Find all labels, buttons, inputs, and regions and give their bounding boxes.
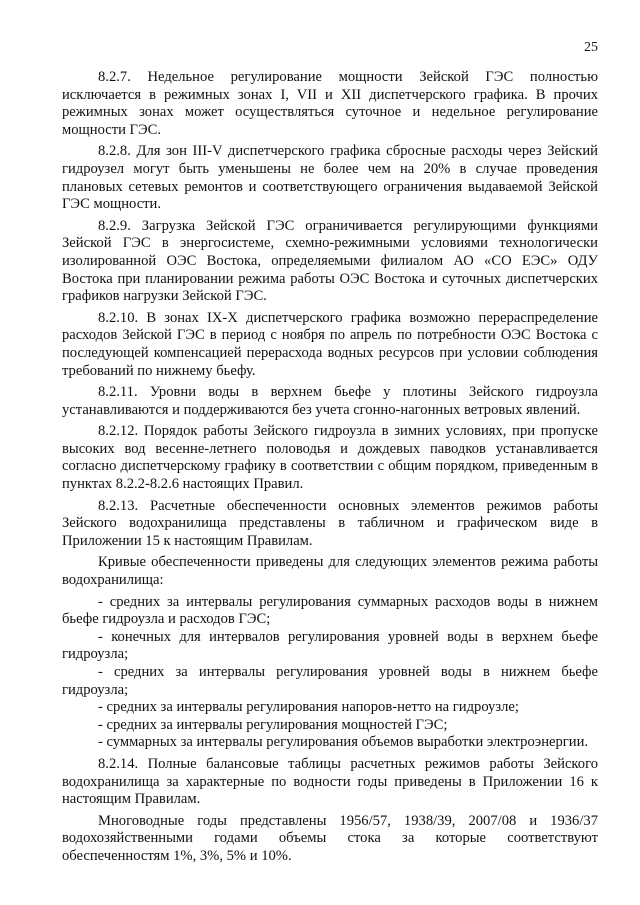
paragraph-8-2-10: 8.2.10. В зонах IX-X диспетчерского графика возможно перераспределение расходов Зейской ГЭС в период с ноября по апрель по потребности ОЭС Востока с последующей компенсацией перерасхода водных ресурсов при условии соблюдения требований по нижнему бьефу. — [62, 309, 598, 379]
list-item: - средних за интервалы регулирования мощностей ГЭС; — [98, 716, 448, 733]
paragraph-8-2-8: 8.2.8. Для зон III-V диспетчерского графика сбросные расходы через Зейский гидроузел могут быть уменьшены не более чем на 20% в случае проведения плановых сетевых ремонтов и соответствующего ограничения выдаваемой Зейской ГЭС мощности. — [62, 143, 598, 213]
list-item: - суммарных за интервалы регулирования объемов выработки электроэнергии. — [98, 734, 589, 751]
paragraph-8-2-12: 8.2.12. Порядок работы Зейского гидроузла в зимних условиях, при пропуске высоких вод весенне-летнего половодья и дождевых паводков устанавливается согласно диспетчерскому графику в соответствии с общим порядком, приведенным в пунктах 8.2.2-8.2.6 настоящих Правил. — [62, 423, 598, 493]
page-number: 25 — [584, 40, 598, 55]
list-item: - конечных для интервалов регулирования уровней воды в верхнем бьефе гидроузла; — [62, 628, 598, 663]
paragraph-8-2-7: 8.2.7. Недельное регулирование мощности Зейской ГЭС полностью исключается в режимных зонах I, VII и XII диспетчерского графика. В прочих режимных зонах может осуществляться суточное и недельное регулирование мощности ГЭС. — [62, 69, 598, 138]
paragraph-8-2-9: 8.2.9. Загрузка Зейской ГЭС ограничивается регулирующими функциями Зейской ГЭС в энергосистеме, схемно-режимными условиями технологически изолированной ОЭС Востока, определяемыми филиалом АО «СО ЕЭС» ОДУ Востока при планировании режима работы ОЭС Востока и суточных диспетчерских графиков нагрузки Зейской ГЭС. — [62, 217, 598, 305]
paragraph-8-2-14: 8.2.14. Полные балансовые таблицы расчетных режимов работы Зейского водохранилища за характерные по водности годы приведены в Приложении 16 к настоящим Правилам. — [62, 755, 598, 808]
paragraph-8-2-11: 8.2.11. Уровни воды в верхнем бьефе у плотины Зейского гидроузла устанавливаются и поддерживаются без учета сгонно-нагонных ветровых явлений. — [62, 384, 598, 418]
curves-list — [62, 594, 598, 752]
paragraph-8-2-13: 8.2.13. Расчетные обеспеченности основных элементов режимов работы Зейского водохранилища представлены в табличном и графическом виде в Приложении 15 к настоящим Правилам. — [62, 497, 598, 549]
paragraph-curves-intro: Кривые обеспеченности приведены для следующих элементов режима работы водохранилища: — [62, 554, 598, 589]
list-item: - средних за интервалы регулирования суммарных расходов воды в нижнем бьефе гидроузла и расходов ГЭС; — [62, 593, 598, 628]
list-item: - средних за интервалы регулирования уровней воды в нижнем бьефе гидроузла; — [62, 664, 598, 698]
list-item: - средних за интервалы регулирования напоров-нетто на гидроузле; — [98, 699, 519, 716]
paragraph-wet-years: Многоводные годы представлены 1956/57, 1938/39, 2007/08 и 1936/37 водохозяйственными годами объемы стока за которые соответствуют обеспеченностям 1%, 3%, 5% и 10%. — [62, 812, 598, 864]
document-body — [62, 69, 598, 870]
